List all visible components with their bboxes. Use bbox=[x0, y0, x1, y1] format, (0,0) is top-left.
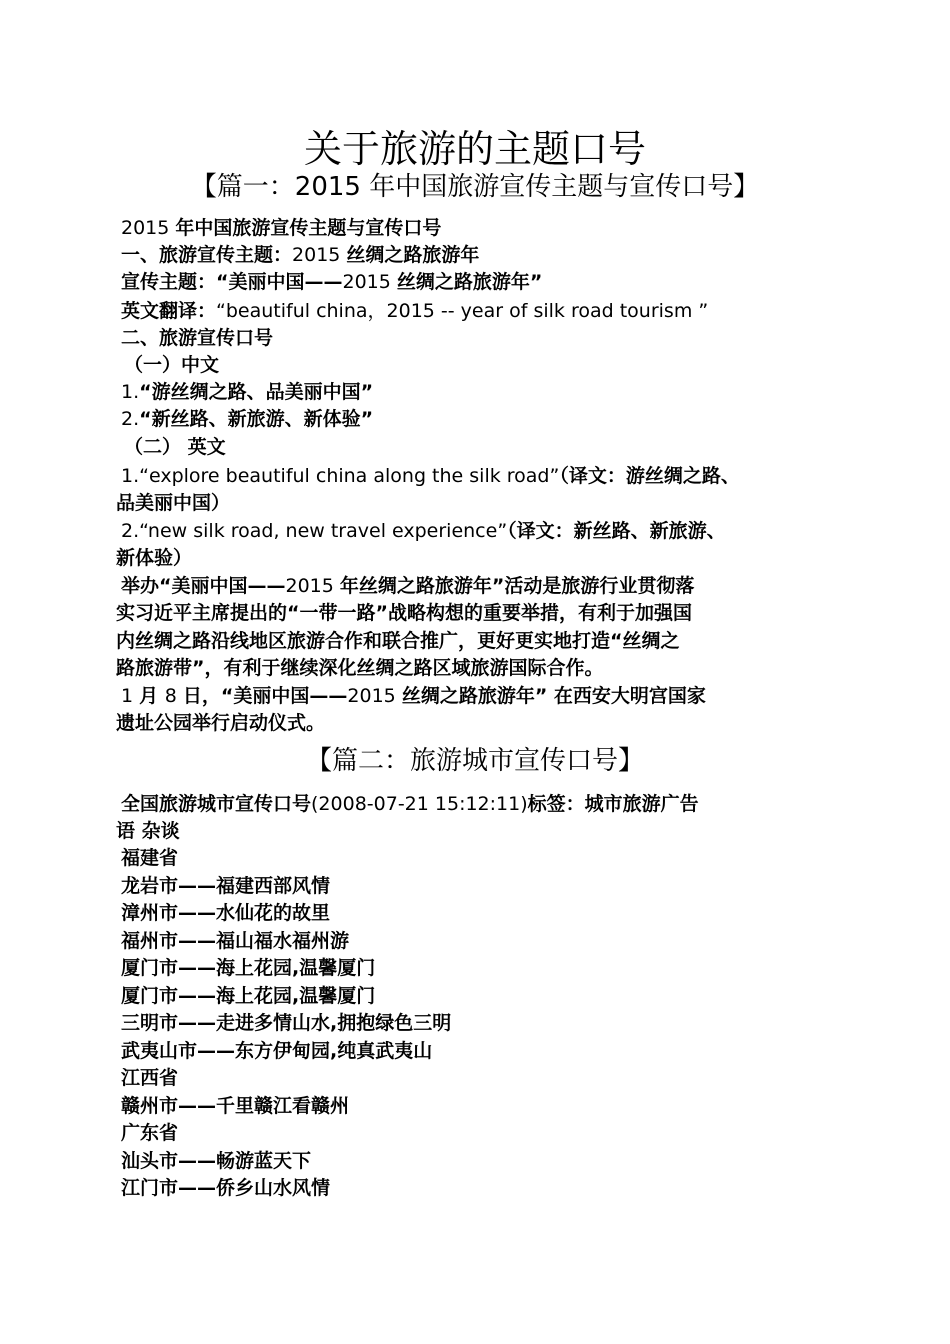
text-run: 2015 bbox=[342, 271, 397, 293]
text-run: 广东省 bbox=[121, 1122, 179, 1144]
text-run: 全国旅游城市宣传口号 bbox=[121, 793, 312, 815]
text-line bbox=[121, 242, 841, 269]
text-run: 2015 bbox=[347, 685, 402, 707]
text-line bbox=[116, 490, 836, 517]
text-run: 2015 bbox=[121, 217, 176, 239]
text-run: “新丝路、新旅游、新体验” bbox=[139, 408, 374, 430]
text-run: 内丝绸之路沿线地区旅游合作和联合推广，更好更实地打造“丝绸之 bbox=[116, 630, 680, 652]
document-title: 关于旅游的主题口号 bbox=[303, 127, 646, 171]
text-line bbox=[116, 628, 836, 655]
text-run: 2. bbox=[121, 408, 140, 430]
text-line bbox=[124, 352, 844, 379]
text-run: “游丝绸之路、品美丽中国” bbox=[139, 381, 374, 403]
text-line bbox=[121, 269, 841, 296]
text-run: 2015 bbox=[292, 244, 347, 266]
text-run: 福州市——福山福水福州游 bbox=[121, 930, 350, 952]
text-line bbox=[121, 1175, 841, 1202]
text-run: 汕头市——畅游蓝天下 bbox=[121, 1150, 312, 1172]
text-run: 1. bbox=[121, 381, 140, 403]
text-run: 举办“美丽中国—— bbox=[121, 575, 286, 597]
text-run: 漳州市——水仙花的故里 bbox=[121, 902, 331, 924]
text-run: 丝绸之路旅游年 bbox=[346, 244, 480, 266]
text-line bbox=[121, 1038, 841, 1065]
text-run: 2.“new silk road, new travel experience” bbox=[121, 520, 508, 542]
text-run: (2008-07-21 15:12:11) bbox=[311, 793, 528, 815]
text-line bbox=[121, 845, 841, 872]
text-run: “beautiful china，2015 -- year of silk road tourism ” bbox=[216, 300, 709, 322]
text-run: 丝绸之路旅游年” bbox=[396, 271, 543, 293]
text-run: （译文：游丝绸之路、 bbox=[559, 465, 740, 487]
text-line bbox=[121, 1065, 841, 1092]
text-run: 丝绸之路旅游年” 在西安大明宫国家 bbox=[401, 685, 706, 707]
text-run: 语 杂谈 bbox=[116, 820, 180, 842]
text-line bbox=[121, 955, 841, 982]
text-run: 江西省 bbox=[121, 1067, 179, 1089]
text-run: 江门市——侨乡山水风情 bbox=[121, 1177, 331, 1199]
text-line bbox=[116, 600, 836, 627]
text-run: 武夷山市——东方伊甸园,纯真武夷山 bbox=[121, 1040, 433, 1062]
text-run: 年中国旅游宣传主题与宣传口号 bbox=[175, 217, 442, 239]
text-line bbox=[116, 710, 836, 737]
text-line bbox=[121, 463, 841, 490]
part1-heading: 【篇一：2015 年中国旅游宣传主题与宣传口号】 bbox=[190, 172, 760, 202]
text-run: 一、旅游宣传主题： bbox=[121, 244, 293, 266]
text-line bbox=[116, 545, 836, 572]
text-line bbox=[121, 379, 841, 406]
text-run: 宣传主题：“美丽中国—— bbox=[121, 271, 343, 293]
text-run: 遗址公园举行启动仪式。 bbox=[116, 712, 326, 734]
text-run: 福建省 bbox=[121, 847, 179, 869]
text-line bbox=[121, 873, 841, 900]
text-line bbox=[121, 325, 841, 352]
text-line bbox=[116, 655, 836, 682]
text-run: 英文翻译： bbox=[121, 300, 217, 322]
text-line bbox=[121, 298, 841, 325]
text-line bbox=[121, 1148, 841, 1175]
text-run: 路旅游带”，有利于继续深化丝绸之路区域旅游国际合作。 bbox=[116, 657, 604, 679]
text-line bbox=[121, 1120, 841, 1147]
text-run: （一）中文 bbox=[124, 354, 220, 376]
text-run: 2015 bbox=[285, 575, 340, 597]
text-line bbox=[121, 983, 841, 1010]
text-line bbox=[121, 215, 841, 242]
text-run: 标签：城市旅游广告 bbox=[527, 793, 699, 815]
text-line bbox=[121, 1010, 841, 1037]
text-run: 厦门市——海上花园,温馨厦门 bbox=[121, 957, 376, 979]
text-run: 8 bbox=[164, 685, 183, 707]
text-run: 实习近平主席提出的“一带一路”战略构想的重要举措，有利于加强国 bbox=[116, 602, 692, 624]
text-run: （译文：新丝路、新旅游、 bbox=[507, 520, 726, 542]
text-line bbox=[121, 791, 841, 818]
text-run: （二） 英文 bbox=[124, 436, 226, 458]
text-line bbox=[121, 573, 841, 600]
text-run: 二、旅游宣传口号 bbox=[121, 327, 274, 349]
text-line bbox=[121, 406, 841, 433]
text-line bbox=[121, 518, 841, 545]
text-line bbox=[124, 434, 844, 461]
text-line bbox=[121, 900, 841, 927]
text-run: 厦门市——海上花园,温馨厦门 bbox=[121, 985, 376, 1007]
text-line bbox=[121, 683, 841, 710]
text-line bbox=[116, 818, 836, 845]
part2-heading: 【篇二：旅游城市宣传口号】 bbox=[305, 746, 644, 776]
text-run: 品美丽中国） bbox=[116, 492, 231, 514]
text-run: 新体验） bbox=[116, 547, 193, 569]
text-line bbox=[121, 928, 841, 955]
text-run: 1 bbox=[121, 685, 140, 707]
text-run: 月 bbox=[139, 685, 165, 707]
text-line bbox=[121, 1093, 841, 1120]
text-run: 日，“美丽中国—— bbox=[182, 685, 348, 707]
text-run: 1.“explore beautiful china along the silk road” bbox=[121, 465, 560, 487]
text-run: 赣州市——千里赣江看赣州 bbox=[121, 1095, 350, 1117]
text-run: 龙岩市——福建西部风情 bbox=[121, 875, 331, 897]
text-run: 三明市——走进多情山水,拥抱绿色三明 bbox=[121, 1012, 452, 1034]
text-run: 年丝绸之路旅游年”活动是旅游行业贯彻落 bbox=[339, 575, 695, 597]
